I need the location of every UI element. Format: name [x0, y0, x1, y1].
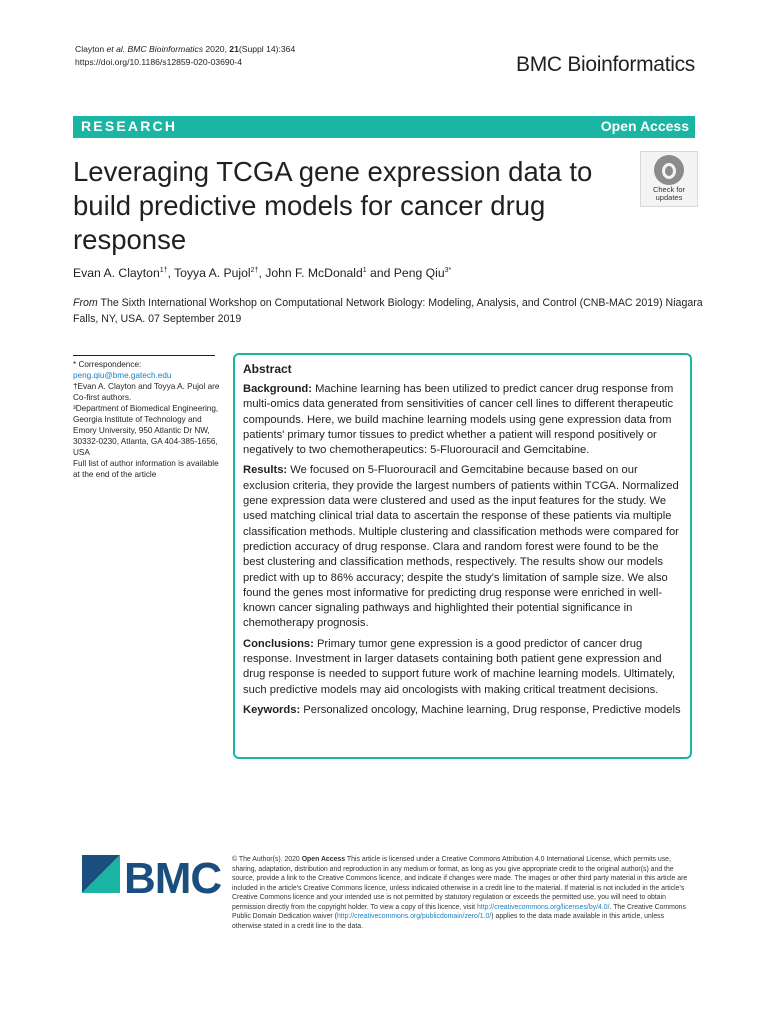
- affiliation: ³Department of Biomedical Engineering, Georgia Institute of Technology and Emory University, 950 Atlantic Dr NW, 30332-0230, Atlanta, GA 404-385-1656, USA: [73, 404, 219, 457]
- conclusions-text: Primary tumor gene expression is a good predictor of cancer drug response. Investment in larger datasets containing both patient gene expression and drug response is needed to support future work of machine learning models. Ultimately, such predictive models may aid oncologists with making critical treatment decisions.: [243, 637, 675, 696]
- bmc-logo: [82, 853, 222, 913]
- author-3[interactable]: John F. McDonald: [265, 266, 363, 280]
- abstract-background: [243, 382, 682, 458]
- doi-link[interactable]: https://doi.org/10.1186/s12859-020-03690-4: [75, 57, 243, 67]
- crossmark-icon: [654, 155, 684, 185]
- check-for-updates-badge[interactable]: [640, 151, 698, 207]
- license-part2: This article is licensed under a Creative Commons Attribution 4.0 International License, which permits use, sharing, adaptation, distribution and reproduction in any medium or format, as long as you give appropriate credit to the original author(s) and the source, provide a link to the Creative Commons licence, and indicate if changes were made. The images or other third party material in this article are included in the article's Creative Commons licence, unless indicated otherwise in a credit line to the material. If material is not included in the article's Creative Commons licence and your intended use is not permitted by statutory regulation or exceeds the permitted use, you will need to obtain permission directly from the copyright holder. To view a copy of this licence, visit: [232, 856, 688, 911]
- cite-suppl: (Suppl 14):364: [238, 44, 296, 54]
- cofirst-note: †Evan A. Clayton and Toyya A. Pujol are Co-first authors.: [73, 382, 220, 402]
- abstract-results: [243, 463, 682, 631]
- author-list: [73, 266, 451, 280]
- license-open-access: Open Access: [301, 856, 346, 863]
- correspondence-email[interactable]: peng.qiu@bme.gatech.edu: [73, 371, 172, 380]
- bmc-logo-text: BMC: [124, 854, 222, 903]
- correspondence-label: * Correspondence:: [73, 360, 142, 369]
- license-part4: ) applies to the data made available in this article, unless otherwise stated in a credit line to the data.: [232, 913, 665, 930]
- license-text: [232, 855, 694, 931]
- background-label: Background:: [243, 383, 312, 395]
- research-label: RESEARCH: [81, 118, 178, 134]
- abstract-heading: Abstract: [243, 362, 292, 376]
- license-part1: © The Author(s). 2020: [232, 856, 302, 863]
- author-sep-1: ,: [167, 266, 175, 280]
- results-text: We focused on 5-Fluorouracil and Gemcitabine because based on our exclusion criteria, they provide the largest numbers of patients within TCGA. Normalized gene expression data were clustered and used as the input features for the study. We used matching clinical trial data to ascertain the response of these patients via multiple classification methods. Multiple clustering and classification methods were compared for prediction accuracy of drug response. Clara and random forest were found to be the best clustering and classification methods, respectively. The results show our models predict with up to 86% accuracy; despite the study's limitation of sample size. We also found the genes most informative for predicting drug response were enriched in well-known cancer signaling pathways and highlighted their potential significance in chemotherapy prognosis.: [243, 464, 679, 630]
- author-4-sup: 3*: [444, 266, 452, 274]
- abstract-conclusions: [243, 637, 682, 698]
- license-part3: . The Creative Commons Public Domain Dedication waiver (: [232, 903, 686, 920]
- journal-name: BMC Bioinformatics: [516, 53, 695, 76]
- correspondence: [73, 359, 223, 381]
- author-info-sidebar: [73, 355, 223, 480]
- cite-authors: Clayton: [75, 44, 107, 54]
- author-2[interactable]: Toyya A. Pujol: [174, 266, 251, 280]
- license-link-by[interactable]: http://creativecommons.org/licenses/by/4.0/: [476, 903, 610, 911]
- abstract-keywords: [243, 703, 682, 718]
- background-text: Machine learning has been utilized to predict cancer drug response from multi-omics data generated from sensitivities of cancer cell lines to different therapeutic compounds. Here, we build machine learning models using gene expression data from patients' primary tumor tissues to predict whether a patient will respond positively or negatively to two chemotherapeutics: 5-Fluorouracil and Gemcitabine.: [243, 383, 674, 457]
- check-for-updates-text: [641, 186, 697, 202]
- open-access-label: Open Access: [600, 118, 689, 134]
- conference-source: [73, 295, 703, 327]
- abstract-box: [233, 353, 692, 759]
- check-updates-line1: Check for: [652, 185, 686, 194]
- author-2-sup: 2†: [250, 266, 259, 274]
- conclusions-label: Conclusions:: [243, 637, 314, 650]
- cite-journal: et al. BMC Bioinformatics: [106, 44, 204, 54]
- citation-header: [75, 43, 295, 69]
- author-sep-2: ,: [258, 266, 266, 280]
- from-label: From: [73, 297, 98, 309]
- results-label: Results:: [243, 464, 288, 477]
- license-link-zero[interactable]: http://creativecommons.org/publicdomain/zero/1.0/: [336, 913, 492, 920]
- full-author-info-note: Full list of author information is available at the end of the article: [73, 459, 219, 479]
- author-1-sup: 1†: [159, 266, 168, 274]
- cite-volume: 21: [229, 44, 239, 54]
- keywords-label: Keywords:: [243, 703, 301, 716]
- keywords-text: Personalized oncology, Machine learning, Drug response, Predictive models: [300, 703, 681, 716]
- check-updates-line2: updates: [655, 193, 683, 202]
- author-sep-3: and: [366, 266, 394, 280]
- sidebar-rule: [73, 355, 215, 356]
- author-4[interactable]: Peng Qiu: [393, 266, 445, 280]
- from-text: The Sixth International Workshop on Computational Network Biology: Modeling, Analysis, and Control (CNB-MAC 2019) Niagara Falls, NY, USA. 07 September 2019: [73, 297, 703, 325]
- research-banner: [73, 116, 695, 138]
- article-title: Leveraging TCGA gene expression data to build predictive models for cancer drug response: [73, 156, 593, 255]
- author-1[interactable]: Evan A. Clayton: [73, 266, 160, 280]
- bmc-logo-mark-icon: [82, 853, 124, 913]
- author-3-sup: 1: [362, 266, 367, 274]
- cite-year: 2020,: [203, 44, 230, 54]
